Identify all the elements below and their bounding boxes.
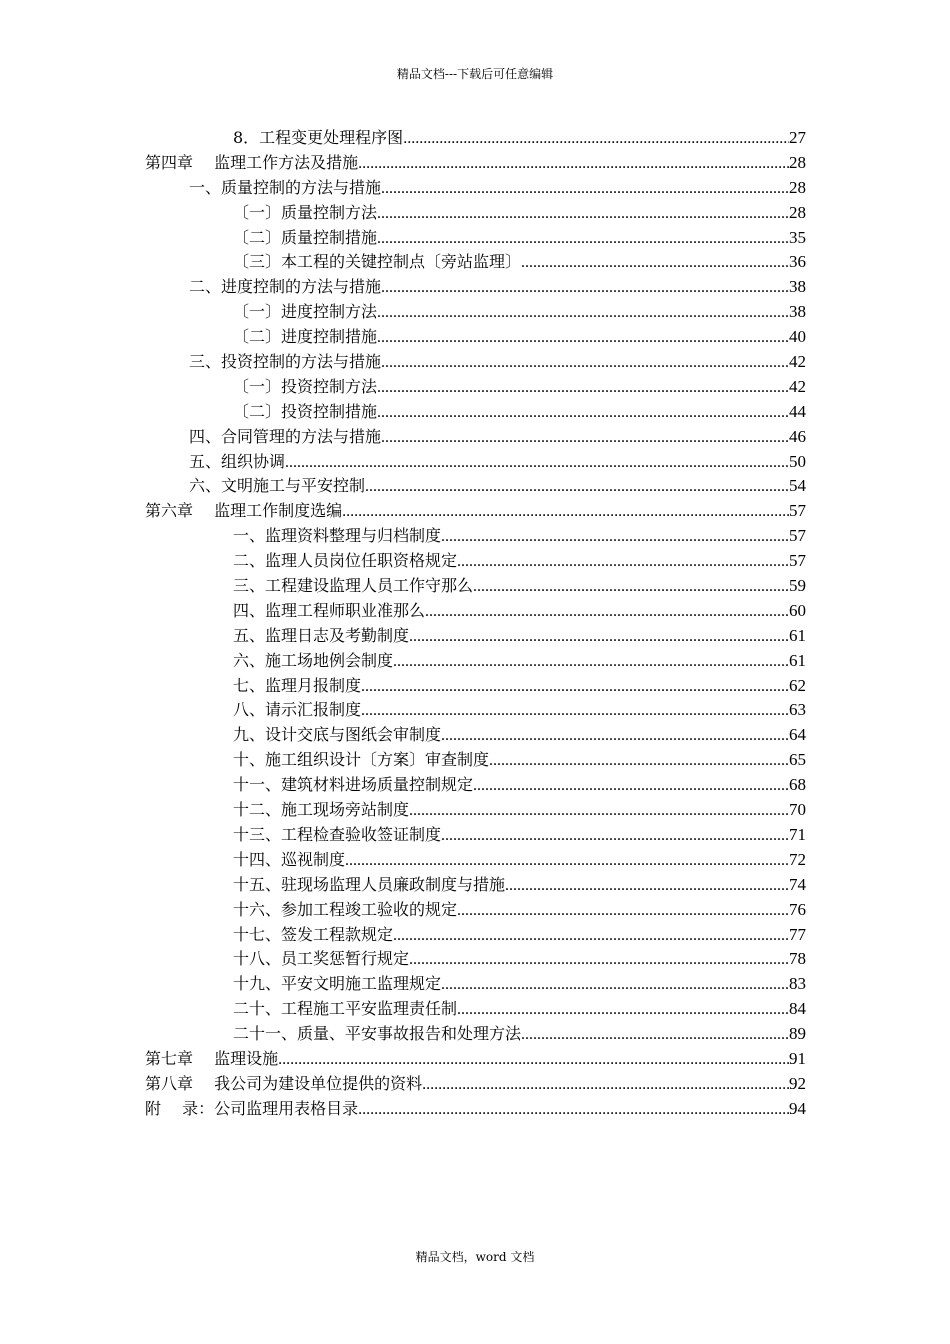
toc-entry-title: 〔二〕投资控制措施 [233,401,378,421]
toc-dot-leader [358,152,789,177]
toc-entry-title: 附 录：公司监理用表格目录 [145,1098,359,1118]
toc-dot-leader [425,600,789,625]
toc-entry-page-number: 60 [789,600,806,620]
toc-entry-title: 〔一〕进度控制方法 [233,302,378,322]
toc-entry-title: 第七章 监理设施 [145,1048,279,1068]
toc-entry-page-number: 36 [789,252,806,272]
toc-dot-leader [345,849,789,874]
toc-entry-title: 一、监理资料整理与归档制度 [233,526,442,546]
toc-entry[interactable] [145,300,806,325]
toc-entry-page-number: 83 [789,974,806,994]
toc-entry-page-number: 27 [789,128,806,147]
toc-entry-page-number: 94 [789,1098,806,1118]
toc-entry[interactable] [145,400,806,425]
toc-entry-title: 三、投资控制的方法与措施 [189,352,382,372]
toc-entry-page-number: 64 [789,725,806,745]
toc-entry-title: 六、施工场地例会制度 [233,650,394,670]
toc-entry[interactable] [145,624,806,649]
toc-dot-leader [403,127,789,152]
toc-dot-leader [377,326,789,351]
toc-entry[interactable] [145,698,806,723]
toc-entry-title: 四、监理工程师职业准那么 [233,600,426,620]
toc-entry-page-number: 40 [789,327,806,347]
toc-dot-leader [361,675,789,700]
toc-entry[interactable] [145,873,806,898]
toc-entry-title: 十五、驻现场监理人员廉政制度与措施 [233,874,506,894]
toc-entry[interactable] [145,599,806,624]
toc-dot-leader [377,202,789,227]
toc-entry-title: 六、文明施工与平安控制 [189,476,366,496]
toc-entry-title: 〔一〕投资控制方法 [233,376,378,396]
toc-entry-title: 二十一、质量、平安事故报告和处理方法 [233,1024,522,1044]
toc-entry[interactable] [145,350,806,375]
toc-entry-title: 〔二〕进度控制措施 [233,327,378,347]
toc-entry-title: 八、请示汇报制度 [233,700,362,720]
toc-entry-page-number: 46 [789,426,806,446]
toc-entry-page-number: 76 [789,899,806,919]
toc-entry-page-number: 71 [789,824,806,844]
toc-entry-page-number: 70 [789,800,806,820]
toc-entry[interactable] [145,1072,806,1097]
toc-entry[interactable] [145,375,806,400]
toc-entry[interactable] [145,947,806,972]
toc-entry[interactable] [145,798,806,823]
toc-entry-title: 〔三〕本工程的关键控制点〔旁站监理〕 [233,252,522,272]
toc-dot-leader [441,973,789,998]
toc-entry-title: 十九、平安文明施工监理规定 [233,974,442,994]
toc-entry-title: 一、质量控制的方法与措施 [189,177,382,197]
toc-dot-leader [409,799,789,824]
toc-dot-leader [473,575,789,600]
toc-entry[interactable] [145,474,806,499]
toc-entry[interactable] [145,1047,806,1072]
toc-entry-page-number: 72 [789,849,806,869]
page-header: 精品文档---下载后可任意编辑 [396,67,554,81]
toc-entry-title: 十七、签发工程款规定 [233,924,394,944]
toc-entry[interactable] [145,325,806,350]
toc-entry-page-number: 57 [789,551,806,571]
toc-entry[interactable] [145,151,806,176]
toc-dot-leader [393,650,789,675]
toc-entry[interactable] [145,748,806,773]
toc-entry-title: 第八章 我公司为建设单位提供的资料 [145,1073,423,1093]
toc-dot-leader [521,1023,789,1048]
toc-entry[interactable] [145,126,806,151]
page-footer: 精品文档，word 文档 [415,1250,535,1264]
toc-dot-leader [393,924,789,949]
toc-entry[interactable] [145,997,806,1022]
toc-entry-page-number: 42 [789,376,806,396]
toc-entry-page-number: 50 [789,451,806,471]
toc-entry[interactable] [145,275,806,300]
toc-entry-page-number: 65 [789,750,806,770]
toc-entry-title: 十二、施工现场旁站制度 [233,800,410,820]
toc-dot-leader [409,625,789,650]
toc-entry[interactable] [145,972,806,997]
toc-dot-leader [377,301,789,326]
toc-dot-leader [377,227,789,252]
toc-entry-page-number: 54 [789,476,806,496]
toc-dot-leader [381,177,789,202]
toc-entry-page-number: 89 [789,1024,806,1044]
toc-entry[interactable] [145,574,806,599]
toc-dot-leader [457,550,789,575]
toc-entry-page-number: 59 [789,576,806,596]
toc-entry-title: 〔二〕质量控制措施 [233,227,378,247]
toc-entry-title: 〔一〕质量控制方法 [233,202,378,222]
toc-entry-title: 二十、工程施工平安监理责任制 [233,999,458,1019]
toc-entry-page-number: 35 [789,227,806,247]
toc-entry-title: 五、组织协调 [189,451,286,471]
toc-entry[interactable] [145,923,806,948]
toc-dot-leader [365,475,789,500]
toc-entry-page-number: 28 [789,177,806,197]
toc-entry-page-number: 28 [789,152,806,172]
toc-dot-leader [381,426,789,451]
toc-entry[interactable] [145,201,806,226]
toc-entry-title: 十四、巡视制度 [233,849,346,869]
toc-entry-title: 二、监理人员岗位任职资格规定 [233,551,458,571]
toc-entry-page-number: 84 [789,999,806,1019]
toc-entry[interactable] [145,250,806,275]
toc-entry-page-number: 63 [789,700,806,720]
toc-dot-leader [457,899,789,924]
toc-entry[interactable] [145,723,806,748]
toc-entry-title: 三、工程建设监理人员工作守那么 [233,576,474,596]
toc-dot-leader [358,1098,789,1123]
toc-entry-page-number: 77 [789,924,806,944]
toc-entry[interactable] [145,549,806,574]
toc-entry-title: 五、监理日志及考勤制度 [233,625,410,645]
toc-entry[interactable] [145,425,806,450]
toc-entry-page-number: 28 [789,202,806,222]
toc-entry[interactable] [145,499,806,524]
toc-entry[interactable] [145,176,806,201]
toc-dot-leader [473,774,789,799]
toc-entry-page-number: 92 [789,1073,806,1093]
toc-dot-leader [361,699,789,724]
toc-entry-title: 十、施工组织设计〔方案〕审查制度 [233,750,490,770]
toc-entry[interactable] [145,773,806,798]
toc-dot-leader [342,500,789,525]
toc-entry-page-number: 38 [789,277,806,297]
toc-entry[interactable] [145,649,806,674]
toc-dot-leader [422,1073,789,1098]
toc-entry-title: 四、合同管理的方法与措施 [189,426,382,446]
toc-entry-title: 九、设计交底与图纸会审制度 [233,725,442,745]
toc-dot-leader [441,724,789,749]
toc-dot-leader [377,401,789,426]
toc-dot-leader [489,749,789,774]
toc-entry[interactable] [145,823,806,848]
toc-dot-leader [457,998,789,1023]
toc-dot-leader [409,948,789,973]
toc-entry-title: 十一、建筑材料进场质量控制规定 [233,775,474,795]
toc-entry-page-number: 62 [789,675,806,695]
toc-dot-leader [381,276,789,301]
toc-entry-page-number: 57 [789,526,806,546]
toc-entry-page-number: 38 [789,302,806,322]
toc-entry[interactable] [145,674,806,699]
toc-dot-leader [381,351,789,376]
toc-dot-leader [377,376,789,401]
toc-entry-title: 第四章 监理工作方法及措施 [145,152,359,172]
toc-entry-title: 第六章 监理工作制度选编 [145,501,343,521]
toc-entry-page-number: 74 [789,874,806,894]
toc-entry-title: 十六、参加工程竣工验收的规定 [233,899,458,919]
toc-entry[interactable] [145,226,806,251]
toc-dot-leader [285,451,789,476]
toc-entry[interactable] [145,450,806,475]
toc-dot-leader [521,251,789,276]
toc-entry-page-number: 61 [789,625,806,645]
toc-entry-page-number: 42 [789,352,806,372]
toc-dot-leader [441,525,789,550]
toc-entry[interactable] [145,1022,806,1047]
toc-entry-page-number: 61 [789,650,806,670]
toc-entry[interactable] [145,898,806,923]
toc-dot-leader [441,824,789,849]
toc-entry-title: 十八、员工奖惩暂行规定 [233,949,410,969]
toc-entry-page-number: 78 [789,949,806,969]
toc-entry-title: 二、进度控制的方法与措施 [189,277,382,297]
toc-dot-leader [505,874,789,899]
toc-entry-title: 十三、工程检查验收签证制度 [233,824,442,844]
toc-entry[interactable] [145,1097,806,1122]
toc-entry-page-number: 68 [789,775,806,795]
table-of-contents [145,126,806,1122]
toc-entry-page-number: 91 [789,1048,806,1068]
toc-entry-page-number: 57 [789,501,806,521]
toc-entry-title: 七、监理月报制度 [233,675,362,695]
toc-entry-page-number: 44 [789,401,806,421]
toc-entry-title: 8．工程变更处理程序图 [233,128,404,147]
toc-entry[interactable] [145,848,806,873]
toc-dot-leader [278,1048,789,1073]
toc-entry[interactable] [145,524,806,549]
